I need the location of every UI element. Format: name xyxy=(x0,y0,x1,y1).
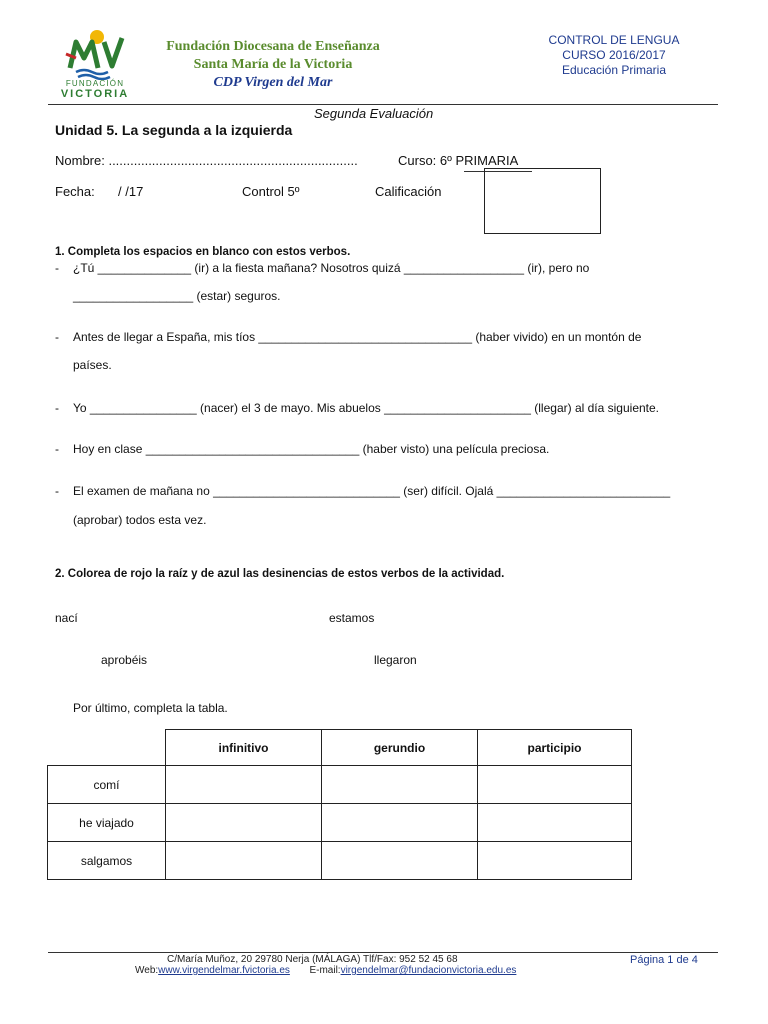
bullet-dash: - xyxy=(55,401,59,415)
table-cell-gerundio[interactable] xyxy=(322,804,478,842)
table-cell-infinitivo[interactable] xyxy=(166,766,322,804)
table-cell-infinitivo[interactable] xyxy=(166,842,322,880)
table-row-label: salgamos xyxy=(48,842,166,880)
header-divider xyxy=(48,104,718,105)
exercise-1-line: (aprobar) todos esta vez. xyxy=(73,513,207,527)
table-row-label: he viajado xyxy=(48,804,166,842)
bullet-dash: - xyxy=(55,261,59,275)
control-level: Educación Primaria xyxy=(561,63,667,77)
table-cell-participio[interactable] xyxy=(478,842,632,880)
page-number: Página 1 de 4 xyxy=(630,954,698,966)
footer-web-label: Web: xyxy=(135,965,159,976)
name-field[interactable]: Nombre: ..................................................................... xyxy=(55,153,358,168)
control-number-label: Control 5º xyxy=(242,184,300,199)
control-info xyxy=(516,33,712,78)
fundacion-victoria-logo xyxy=(54,28,136,104)
table-row xyxy=(48,804,632,842)
date-label: Fecha: xyxy=(55,184,95,199)
exercise-1-line[interactable]: ¿Tú ______________ (ir) a la fiesta mañana? Nosotros quizá __________________ (ir), pero no xyxy=(73,261,590,275)
footer-contact xyxy=(135,965,516,976)
exercise-1-heading: 1. Completa los espacios en blanco con estos verbos. xyxy=(55,246,351,258)
exercise-2-heading: 2. Colorea de rojo la raíz y de azul las desinencias de estos verbos de la actividad. xyxy=(55,568,505,580)
table-intro: Por último, completa la tabla. xyxy=(73,701,228,715)
fundacion-victoria-logo-icon xyxy=(54,28,136,80)
course-label: Curso: 6º PRIMARIA xyxy=(398,153,519,168)
table-cell-infinitivo[interactable] xyxy=(166,804,322,842)
org-line-3: CDP Virgen del Mar xyxy=(213,75,333,90)
table-row xyxy=(48,766,632,804)
exercise-1-line[interactable]: Hoy en clase ________________________________ (haber visto) una película preciosa. xyxy=(73,442,550,456)
organization-name xyxy=(148,38,398,92)
logo-text-victoria: VICTORIA xyxy=(60,88,130,100)
verb-item[interactable]: aprobéis xyxy=(101,653,148,667)
table-row xyxy=(48,842,632,880)
footer-email-link[interactable]: virgendelmar@fundacionvictoria.edu.es xyxy=(340,965,517,976)
evaluation-label: Segunda Evaluación xyxy=(314,106,434,121)
exercise-1-line[interactable]: __________________ (estar) seguros. xyxy=(73,289,281,303)
grade-box[interactable] xyxy=(484,168,601,234)
table-cell-gerundio[interactable] xyxy=(322,842,478,880)
exercise-1-line: países. xyxy=(73,358,112,372)
footer-web-link[interactable]: www.virgendelmar.fvictoria.es xyxy=(158,965,290,976)
bullet-dash: - xyxy=(55,330,59,344)
table-header-participio: participio xyxy=(478,730,632,766)
exercise-1-line[interactable]: Yo ________________ (nacer) el 3 de mayo. Mis abuelos ______________________ (llegar) al día siguiente. xyxy=(73,401,660,415)
exercise-1-line[interactable]: El examen de mañana no ____________________________ (ser) difícil. Ojalá __________________________ xyxy=(73,484,671,498)
footer-address: C/María Muñoz, 20 29780 Nerja (MÁLAGA) Tlf/Fax: 952 52 45 68 xyxy=(167,954,458,965)
table-header-infinitivo: infinitivo xyxy=(166,730,322,766)
org-line-2: Santa María de la Victoria xyxy=(193,57,353,72)
table-cell-gerundio[interactable] xyxy=(322,766,478,804)
logo-text-fundacion: FUNDACIÓN xyxy=(65,79,125,88)
control-title: CONTROL DE LENGUA xyxy=(548,33,680,47)
footer-email-label: E-mail: xyxy=(309,965,341,976)
verb-item[interactable]: nací xyxy=(55,611,78,625)
footer-divider xyxy=(48,952,718,953)
grade-label: Calificación xyxy=(375,184,442,199)
table-cell-participio[interactable] xyxy=(478,804,632,842)
table-row-label: comí xyxy=(48,766,166,804)
verb-item[interactable]: estamos xyxy=(329,611,375,625)
org-line-1: Fundación Diocesana de Enseñanza xyxy=(166,39,380,54)
table-cell-participio[interactable] xyxy=(478,766,632,804)
conjugation-table xyxy=(47,729,632,880)
exercise-1-line[interactable]: Antes de llegar a España, mis tíos ________________________________ (haber vivido) en un montón de xyxy=(73,330,642,344)
table-header-gerundio: gerundio xyxy=(322,730,478,766)
table-corner xyxy=(48,730,166,766)
verb-item[interactable]: llegaron xyxy=(374,653,417,667)
bullet-dash: - xyxy=(55,484,59,498)
control-course: CURSO 2016/2017 xyxy=(562,48,666,62)
unit-title: Unidad 5. La segunda a la izquierda xyxy=(55,122,293,138)
bullet-dash: - xyxy=(55,442,59,456)
date-field[interactable]: / /17 xyxy=(118,184,144,199)
